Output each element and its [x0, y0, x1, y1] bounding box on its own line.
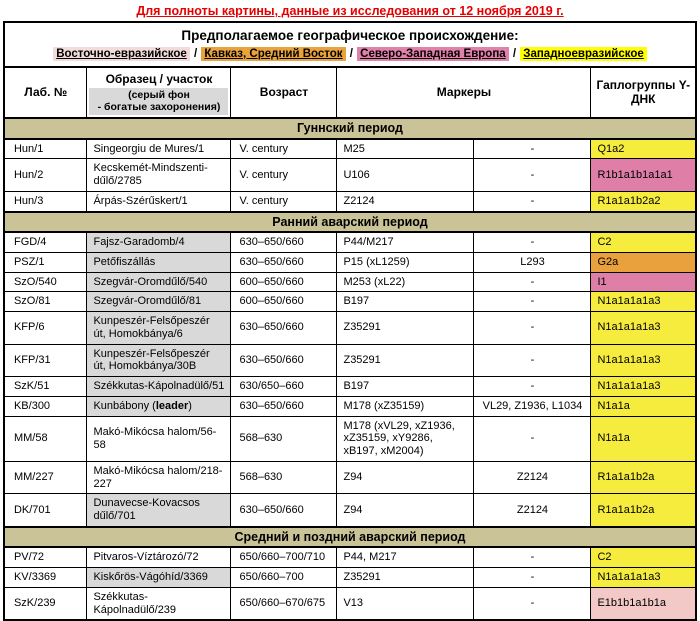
marker2-cell: -: [474, 232, 591, 252]
table-row: [4, 191, 696, 211]
haplo-cell: N1a1a1a1a3: [591, 312, 696, 345]
section-row: [4, 118, 696, 139]
sample-cell: Kunpeszér-Felsőpeszér út, Homokbánya/30B: [87, 344, 231, 377]
table-body: [4, 118, 696, 620]
geo-origin-cell: [4, 22, 696, 67]
haplo-cell: N1a1a1a1a3: [591, 568, 696, 588]
age-cell: 650/660–700/710: [231, 547, 337, 567]
marker1-cell: Z2124: [337, 191, 474, 211]
age-cell: 630–650/660: [231, 344, 337, 377]
lab-cell: SzK/239: [4, 587, 87, 620]
marker1-cell: P44/M217: [337, 232, 474, 252]
section-title: Ранний аварский период: [4, 212, 696, 233]
table-row: [4, 416, 696, 461]
age-cell: 600–650/660: [231, 292, 337, 312]
lab-cell: PV/72: [4, 547, 87, 567]
sample-cell: Fajsz-Garadomb/4: [87, 232, 231, 252]
sample-cell: Árpás-Szérűskert/1: [87, 191, 231, 211]
marker1-cell: M178 (xZ35159): [337, 396, 474, 416]
sample-cell: Szegvár-Oromdűlő/81: [87, 292, 231, 312]
table-row: [4, 312, 696, 345]
table-row: [4, 252, 696, 272]
sample-cell: [87, 396, 231, 416]
age-cell: 630–650/660: [231, 252, 337, 272]
age-cell: 630–650/660: [231, 232, 337, 252]
lab-cell: MM/58: [4, 416, 87, 461]
sample-cell: Székkutas-Kápolnadülő/239: [87, 587, 231, 620]
marker2-cell: VL29, Z1936, L1034: [474, 396, 591, 416]
header-sample-note-line1: (серый фон: [128, 88, 190, 101]
table-row: [4, 292, 696, 312]
lab-cell: Hun/2: [4, 159, 87, 192]
age-cell: V. century: [231, 191, 337, 211]
lab-cell: MM/227: [4, 461, 87, 494]
haplo-cell: C2: [591, 547, 696, 567]
haplogroup-table: [3, 21, 697, 621]
marker2-cell: -: [474, 377, 591, 397]
haplo-cell: N1a1a1a1a3: [591, 292, 696, 312]
haplo-cell: R1a1a1b2a: [591, 494, 696, 527]
sample-cell: Pitvaros-Víztározó/72: [87, 547, 231, 567]
marker2-cell: Z2124: [474, 461, 591, 494]
marker2-cell: -: [474, 416, 591, 461]
age-cell: 650/660–670/675: [231, 587, 337, 620]
haplo-cell: R1b1a1b1a1a1: [591, 159, 696, 192]
legend-item-caucasus-middle-east[interactable]: Кавказ, Средний Восток: [201, 47, 345, 61]
geo-origin-legend: [11, 48, 689, 61]
lab-cell: FGD/4: [4, 232, 87, 252]
marker2-cell: -: [474, 312, 591, 345]
sample-text-bold: leader: [155, 399, 189, 412]
legend-separator: /: [346, 47, 357, 60]
marker2-cell: -: [474, 272, 591, 292]
geo-origin-title: Предполагаемое географическое происхождение:: [181, 28, 519, 43]
marker1-cell: M178 (xVL29, xZ1936, xZ35159, xY9286, xB197, xM2004): [337, 416, 474, 461]
age-cell: 630–650/660: [231, 396, 337, 416]
haplo-cell: N1a1a1a1a3: [591, 377, 696, 397]
sample-cell: Kiskőrös-Vágóhíd/3369: [87, 568, 231, 588]
header-haplogroups: Гаплогруппы Y-ДНК: [591, 67, 696, 118]
lab-cell: Hun/1: [4, 139, 87, 159]
haplo-cell: N1a1a: [591, 396, 696, 416]
marker2-cell: L293: [474, 252, 591, 272]
marker2-cell: -: [474, 191, 591, 211]
age-cell: 650/660–700: [231, 568, 337, 588]
sample-cell: Petőfiszállás: [87, 252, 231, 272]
marker1-cell: U106: [337, 159, 474, 192]
header-markers: Маркеры: [337, 67, 591, 118]
legend-item-west-eurasian[interactable]: Западноевразийское: [520, 47, 647, 61]
marker1-cell: P44, M217: [337, 547, 474, 567]
sample-cell: Dunavecse-Kovacsos dűlő/701: [87, 494, 231, 527]
marker1-cell: B197: [337, 292, 474, 312]
lab-cell: SzO/81: [4, 292, 87, 312]
lab-cell: KV/3369: [4, 568, 87, 588]
marker2-cell: -: [474, 292, 591, 312]
marker2-cell: -: [474, 344, 591, 377]
section-row: [4, 212, 696, 233]
age-cell: V. century: [231, 159, 337, 192]
header-lab-number: Лаб. №: [4, 67, 87, 118]
table-row: [4, 494, 696, 527]
marker1-cell: V13: [337, 587, 474, 620]
haplo-cell: G2a: [591, 252, 696, 272]
age-cell: 630–650/660: [231, 494, 337, 527]
legend-separator: /: [190, 47, 201, 60]
sample-cell: Makó-Mikócsa halom/56-58: [87, 416, 231, 461]
marker1-cell: Z35291: [337, 568, 474, 588]
header-sample-note-line2: - богатые захоронения): [97, 100, 221, 113]
table-row: [4, 461, 696, 494]
legend-item-northwest-europe[interactable]: Северо-Западная Европа: [357, 47, 509, 61]
age-cell: 568–630: [231, 461, 337, 494]
header-sample-title: Образец / участок: [105, 71, 213, 86]
marker1-cell: Z35291: [337, 312, 474, 345]
haplo-cell: R1a1a1b2a2: [591, 191, 696, 211]
section-title: Гуннский период: [4, 118, 696, 139]
column-header-row: [4, 67, 696, 118]
geo-origin-row: [4, 22, 696, 67]
sample-cell: Kunpeszér-Felsőpeszér út, Homokbánya/6: [87, 312, 231, 345]
haplo-cell: N1a1a1a1a3: [591, 344, 696, 377]
lab-cell: SzK/51: [4, 377, 87, 397]
marker1-cell: M25: [337, 139, 474, 159]
marker2-cell: -: [474, 568, 591, 588]
table-row: [4, 232, 696, 252]
table-row: [4, 547, 696, 567]
lab-cell: KFP/31: [4, 344, 87, 377]
section-title: Средний и поздний аварский период: [4, 527, 696, 548]
marker1-cell: M253 (xL22): [337, 272, 474, 292]
lab-cell: Hun/3: [4, 191, 87, 211]
marker1-cell: Z94: [337, 461, 474, 494]
table-row: [4, 377, 696, 397]
sample-cell: Kecskemét-Mindszenti-dűlő/2785: [87, 159, 231, 192]
age-cell: 630/650–660: [231, 377, 337, 397]
table-row: [4, 344, 696, 377]
table-row: [4, 396, 696, 416]
sample-text: ): [188, 399, 192, 412]
haplo-cell: N1a1a: [591, 416, 696, 461]
table-row: [4, 568, 696, 588]
marker2-cell: -: [474, 159, 591, 192]
age-cell: 600–650/660: [231, 272, 337, 292]
table-row: [4, 159, 696, 192]
marker2-cell: -: [474, 139, 591, 159]
lab-cell: DK/701: [4, 494, 87, 527]
sample-cell: Székkutas-Kápolnadülő/51: [87, 377, 231, 397]
marker1-cell: P15 (xL1259): [337, 252, 474, 272]
marker1-cell: Z94: [337, 494, 474, 527]
marker2-cell: Z2124: [474, 494, 591, 527]
header-sample-note: [89, 88, 228, 115]
legend-separator: /: [509, 47, 520, 60]
page-title: Для полноты картины, данные из исследования от 12 ноября 2019 г.: [136, 4, 564, 18]
age-cell: 630–650/660: [231, 312, 337, 345]
marker1-cell: Z35291: [337, 344, 474, 377]
lab-cell: KFP/6: [4, 312, 87, 345]
marker2-cell: -: [474, 547, 591, 567]
sample-cell: Singeorgiu de Mures/1: [87, 139, 231, 159]
legend-item-east-eurasian[interactable]: Восточно-евразийское: [53, 47, 190, 61]
table-row: [4, 139, 696, 159]
lab-cell: SzO/540: [4, 272, 87, 292]
haplo-cell: C2: [591, 232, 696, 252]
table-row: [4, 272, 696, 292]
age-cell: V. century: [231, 139, 337, 159]
table-row: [4, 587, 696, 620]
haplo-cell: R1a1a1b2a: [591, 461, 696, 494]
haplo-cell: Q1a2: [591, 139, 696, 159]
header-sample-site: [87, 67, 231, 118]
marker1-cell: B197: [337, 377, 474, 397]
lab-cell: PSZ/1: [4, 252, 87, 272]
sample-cell: Szegvár-Oromdűlő/540: [87, 272, 231, 292]
sample-text: Kunbábony (: [93, 399, 156, 412]
marker2-cell: -: [474, 587, 591, 620]
header-age: Возраст: [231, 67, 337, 118]
sample-cell: Makó-Mikócsa halom/218-227: [87, 461, 231, 494]
haplo-cell: I1: [591, 272, 696, 292]
lab-cell: KB/300: [4, 396, 87, 416]
haplo-cell: E1b1b1a1b1a: [591, 587, 696, 620]
age-cell: 568–630: [231, 416, 337, 461]
section-row: [4, 527, 696, 548]
